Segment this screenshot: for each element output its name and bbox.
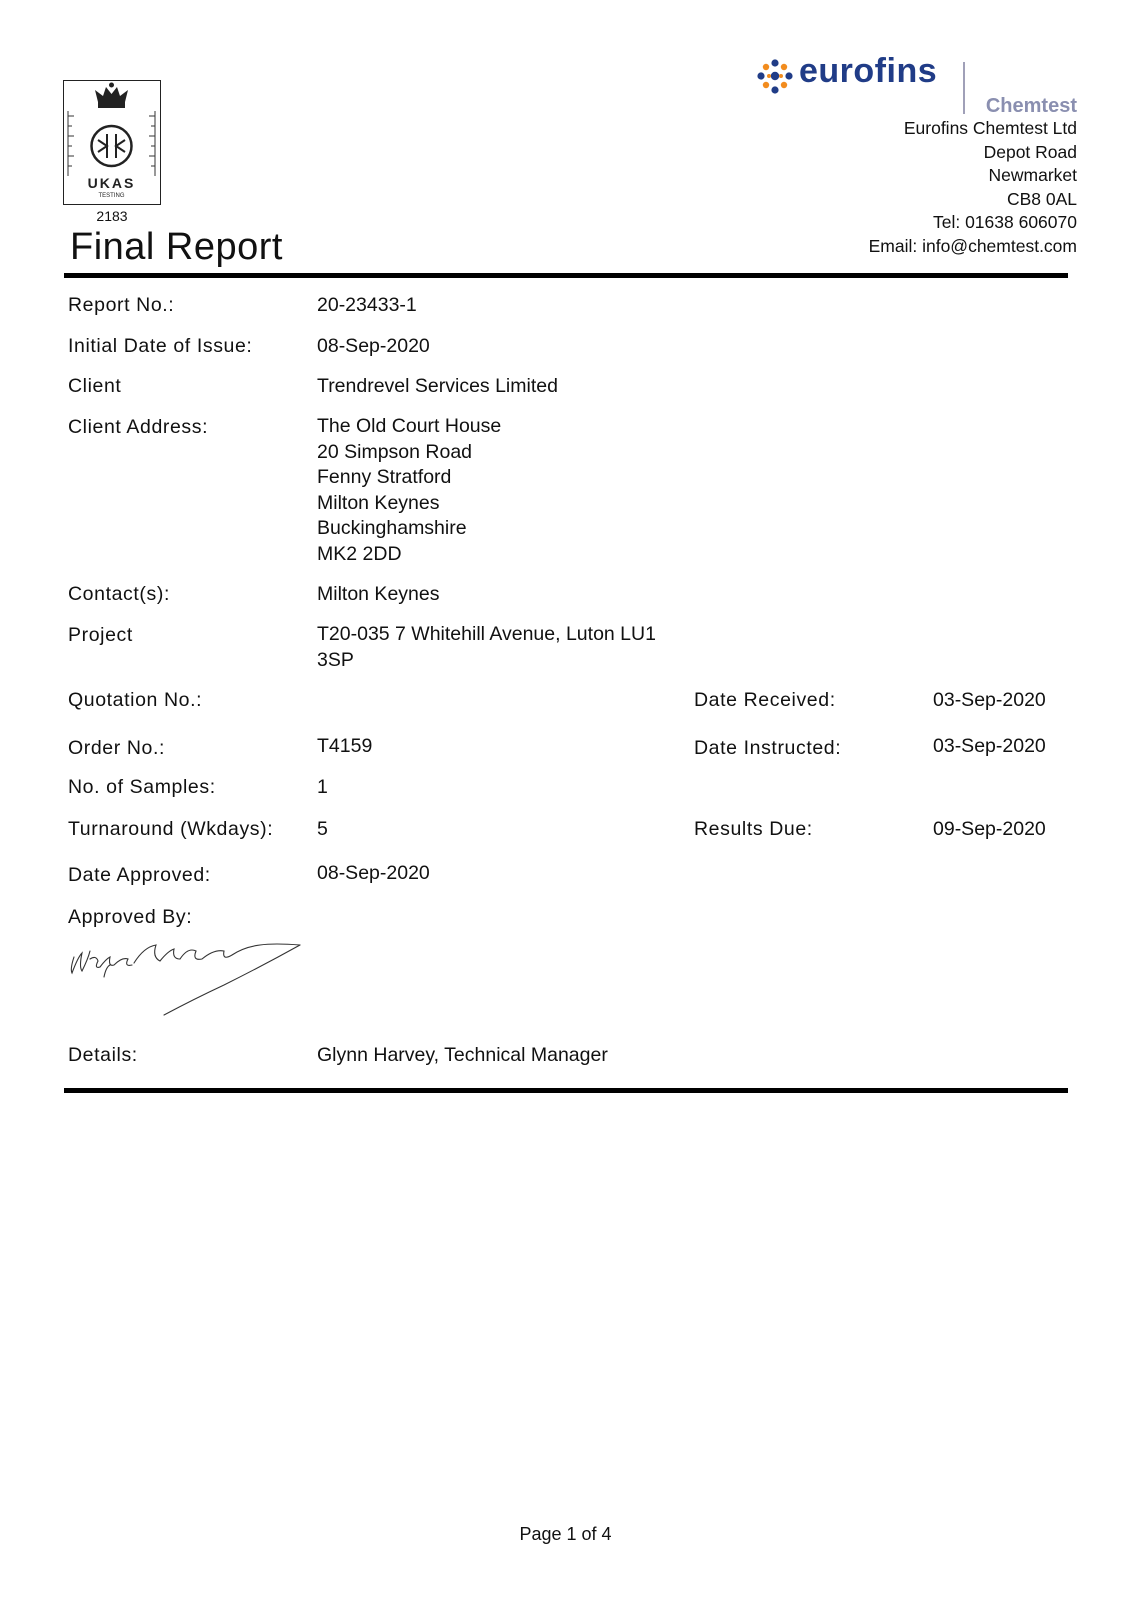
order-label: Order No.: [68, 737, 166, 759]
details-label: Details: [68, 1044, 138, 1066]
initial-date-label: Initial Date of Issue: [68, 335, 253, 357]
address-line: Tel: 01638 606070 [932, 212, 1077, 232]
address-line: Newmarket [988, 165, 1077, 185]
client-address-line: MK2 2DD [317, 542, 402, 565]
client-address-line: Buckinghamshire [317, 517, 467, 539]
client-value: Trendrevel Services Limited [317, 375, 558, 397]
address-line: Depot Road [983, 141, 1077, 162]
page-title: Final Report [70, 226, 283, 268]
address-line: Eurofins Chemtest Ltd [903, 118, 1077, 138]
results-due-label: Results Due: [694, 818, 813, 840]
order-value: T4159 [317, 735, 373, 757]
initial-date-value: 08-Sep-2020 [317, 335, 430, 357]
signature [64, 937, 314, 1042]
address-line: Email: info@chemtest.com [868, 235, 1077, 256]
samples-label: No. of Samples: [68, 776, 216, 798]
details-value: Glynn Harvey, Technical Manager [317, 1044, 608, 1066]
date-received-label: Date Received: [694, 689, 836, 711]
project-label: Project [68, 624, 133, 646]
report-no-label: Report No.: [68, 294, 175, 316]
project-line: 3SP [317, 648, 354, 671]
lab-address [869, 117, 1077, 258]
samples-value: 1 [317, 776, 328, 798]
ukas-emblem-icon [64, 81, 159, 202]
client-address-line: 20 Simpson Road [317, 440, 473, 463]
quotation-label: Quotation No.: [68, 689, 203, 711]
ukas-subtext: TESTING [98, 193, 125, 199]
turnaround-value: 5 [317, 818, 328, 840]
eurofins-dots-icon [755, 58, 795, 103]
contacts-label: Contact(s): [68, 583, 170, 605]
client-address-label: Client Address: [68, 416, 209, 438]
client-address-line: The Old Court House [317, 415, 502, 437]
address-line: CB8 0AL [1006, 188, 1077, 209]
date-received-value: 03-Sep-2020 [933, 689, 1046, 711]
report-no-value: 20-23433-1 [317, 294, 417, 316]
results-due-value: 09-Sep-2020 [933, 818, 1046, 840]
ukas-logo [63, 80, 161, 205]
client-address-line: Fenny Stratford [317, 466, 452, 488]
client-address-line: Milton Keynes [317, 491, 440, 514]
eurofins-logo-text: eurofins [799, 52, 938, 90]
ukas-text: UKAS [87, 175, 136, 191]
bottom-rule [64, 1088, 1068, 1093]
page-number: Page 1 of 4 [519, 1524, 612, 1544]
approved-by-label: Approved By: [68, 906, 193, 928]
top-rule [64, 273, 1068, 278]
date-approved-value: 08-Sep-2020 [317, 862, 430, 884]
turnaround-label: Turnaround (Wkdays): [68, 818, 274, 840]
project-line: T20-035 7 Whitehill Avenue, Luton LU1 [317, 623, 656, 645]
contacts-value: Milton Keynes [317, 583, 440, 605]
date-instructed-label: Date Instructed: [694, 737, 842, 759]
logo-divider [963, 62, 965, 114]
client-address-value [317, 414, 501, 567]
date-instructed-value: 03-Sep-2020 [933, 735, 1046, 757]
chemtest-logo-text: Chemtest [985, 95, 1077, 117]
ukas-number: 2183 [96, 208, 128, 224]
date-approved-label: Date Approved: [68, 864, 211, 886]
client-label: Client [68, 375, 122, 397]
project-value [317, 622, 656, 673]
